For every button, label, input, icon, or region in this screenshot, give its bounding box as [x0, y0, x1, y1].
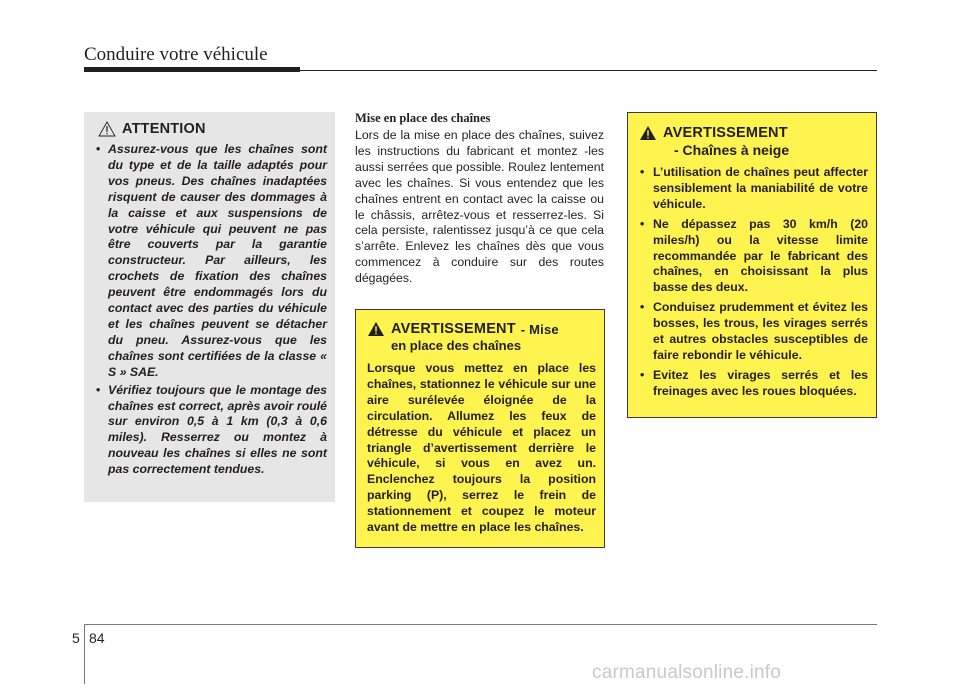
warning-header: [639, 125, 868, 141]
warning-triangle-icon: [639, 125, 657, 141]
warning-title: AVERTISSEMENT: [663, 125, 788, 141]
warning-header: [367, 321, 596, 337]
warning-body: Lorsque vous mettez en place les chaînes, stationnez le véhicule sur une aire surélevée éloignée de la circulation. Allumez les feux de détresse du véhicule et placez un triangle d’avertissement derrière le véhicule, si vous en avez un. Enclenchez toujours la position parking (P), serrez le frein de stationnement et coupez le moteur avant de mettre en place les chaînes.: [367, 361, 596, 535]
attention-item: [94, 142, 327, 381]
bullet: •: [96, 382, 101, 397]
warning-list: [639, 165, 868, 400]
warning-subtitle-part1: - Mise: [520, 321, 559, 337]
warning-item-text: Conduisez prudemment et évitez les bosses, les trous, les virages serrés et autres obstacles susceptibles de faire rebondir le véhicule.: [653, 300, 868, 362]
footer-rule: [84, 624, 877, 625]
warning-item: [639, 300, 868, 364]
chapter-number: 5: [72, 630, 80, 646]
attention-item: [94, 383, 327, 478]
warning-box-snow-chains: [627, 112, 877, 418]
attention-box: [84, 112, 335, 502]
bullet: •: [640, 165, 645, 179]
bullet: •: [640, 216, 645, 231]
warning-title: AVERTISSEMENT: [391, 321, 516, 337]
warning-box-chain-installation: [355, 309, 605, 548]
warning-item: [639, 165, 868, 213]
header-rule-thick: [84, 67, 300, 72]
section-body: Lors de la mise en place des chaînes, suivez les instructions du fabricant et montez -les aussi serrées que possible. Roulez lentement avec les chaînes. Si vous entendez que les chaînes entrent en contact avec la caisse ou le châssis, arrêtez-vous et resserrez-les. Si cela persiste, ralentissez jusqu’à ce que cela s’arrête. Enlevez les chaînes dès que vous commencez à conduire sur des routes dégagées.: [355, 128, 604, 286]
attention-item-text: Assurez-vous que les chaînes sont du type et de la taille adaptés pour vos pneus. Des chaînes inadaptées risquent de causer des dommages à la caisse et aux suspensions de votre véhicule qui peuvent ne pas être couverts par la garantie constructeur. Par ailleurs, les crochets de fixation des chaînes peuvent être endommagés lors du contact avec des parties du véhicule et les chaînes peuvent se détacher du pneu. Assurez-vous que les chaînes sont certifiées de la classe « S » SAE.: [108, 142, 327, 379]
attention-title: ATTENTION: [122, 121, 206, 137]
attention-item-text: Vérifiez toujours que le montage des chaînes est correct, après avoir roulé sur environ 0,5 à 1 km (0,3 à 0,6 miles). Resserrez ou montez à nouveau les chaînes si elles ne sont pas correctement tendues.: [108, 382, 327, 477]
bullet: •: [640, 367, 645, 382]
bullet: •: [640, 300, 645, 315]
warning-item: [639, 368, 868, 400]
attention-header: [94, 121, 327, 137]
warning-triangle-icon: [367, 321, 385, 337]
page-number: 84: [89, 630, 105, 646]
warning-subtitle-part2: en place des chaînes: [391, 338, 522, 353]
section-heading: Mise en place des chaînes: [355, 111, 491, 125]
warning-subtitle: - Chaînes à neige: [674, 142, 790, 158]
warning-item-text: Evitez les virages serrés et les freinages avec les roues bloquées.: [653, 367, 868, 398]
watermark-text: carmanualsonline.info: [592, 662, 782, 683]
header-rule-thin: [300, 70, 877, 71]
footer-vertical-rule: [84, 624, 85, 684]
caution-triangle-icon: [98, 121, 116, 137]
warning-item-text: L’utilisation de chaînes peut affecter sensiblement la maniabilité de votre véhicule.: [653, 165, 868, 211]
bullet: •: [96, 142, 101, 156]
attention-list: [94, 142, 327, 478]
warning-item: [639, 217, 868, 297]
page-header-title: Conduire votre véhicule: [84, 44, 268, 65]
warning-item-text: Ne dépassez pas 30 km/h (20 miles/h) ou la vitesse limite recommandée par le fabricant des chaînes, en choisissant la plus basse des deux.: [653, 216, 868, 295]
